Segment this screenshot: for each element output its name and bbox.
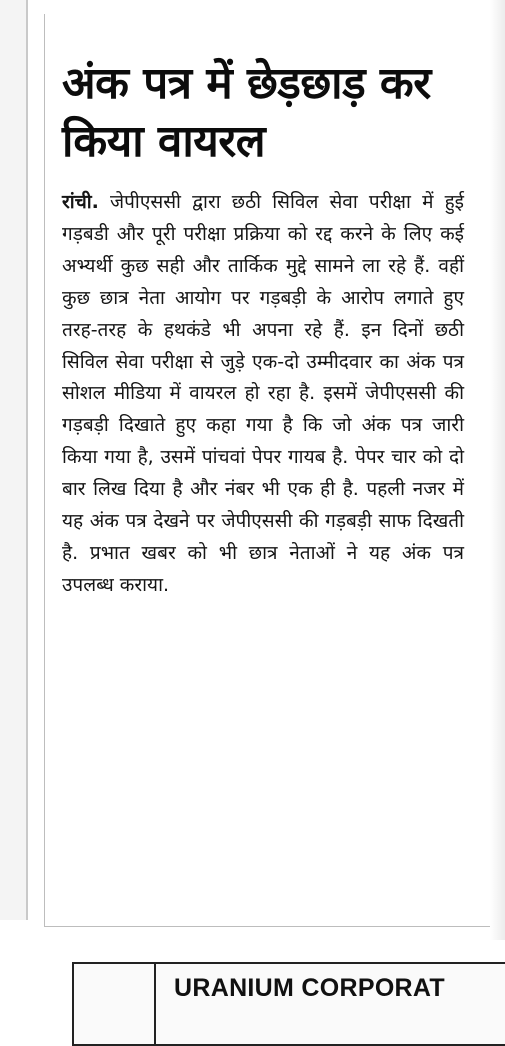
advertisement-box <box>72 962 505 1046</box>
ad-logo-divider <box>154 964 156 1044</box>
adjacent-page-edge <box>0 0 28 920</box>
page-fold-shadow <box>490 0 505 940</box>
article-body <box>62 187 464 602</box>
ad-title: URANIUM CORPORAT <box>174 974 445 1002</box>
article-headline: अंक पत्र में छेड़छाड़ कर किया वायरल <box>62 58 431 168</box>
article-dateline: रांची. <box>62 191 99 213</box>
article-body-text: जेपीएससी द्वारा छठी सिविल सेवा परीक्षा में हुई गड़बडी और पूरी परीक्षा प्रक्रिया को रद्द करने के लिए कई अभ्यर्थी कुछ सही और तार्किक मुद्दे सामने ला रहे हैं. वहीं कुछ छात्र नेता आयोग पर गड़बड़ी के आरोप लगाते हुए तरह-तरह के हथकंडे भी अपना रहे हैं. इन दिनों छठी सिविल सेवा परीक्षा से जुड़े एक-दो उम्मीदवार का अंक पत्र सोशल मीडिया में वायरल हो रहा है. इसमें जेपीएससी की गड़बड़ी दिखाते हुए कहा गया है कि जो अंक पत्र जारी किया गया है, उसमें पांचवां पेपर गायब है. पेपर चार को दो बार लिख दिया है और नंबर भी एक ही है. पहली नजर में यह अंक पत्र देखने पर जेपीएससी की गड़बड़ी साफ दिखती है. प्रभात खबर को भी छात्र नेताओं ने यह अंक पत्र उपलब्ध कराया. <box>62 191 464 596</box>
